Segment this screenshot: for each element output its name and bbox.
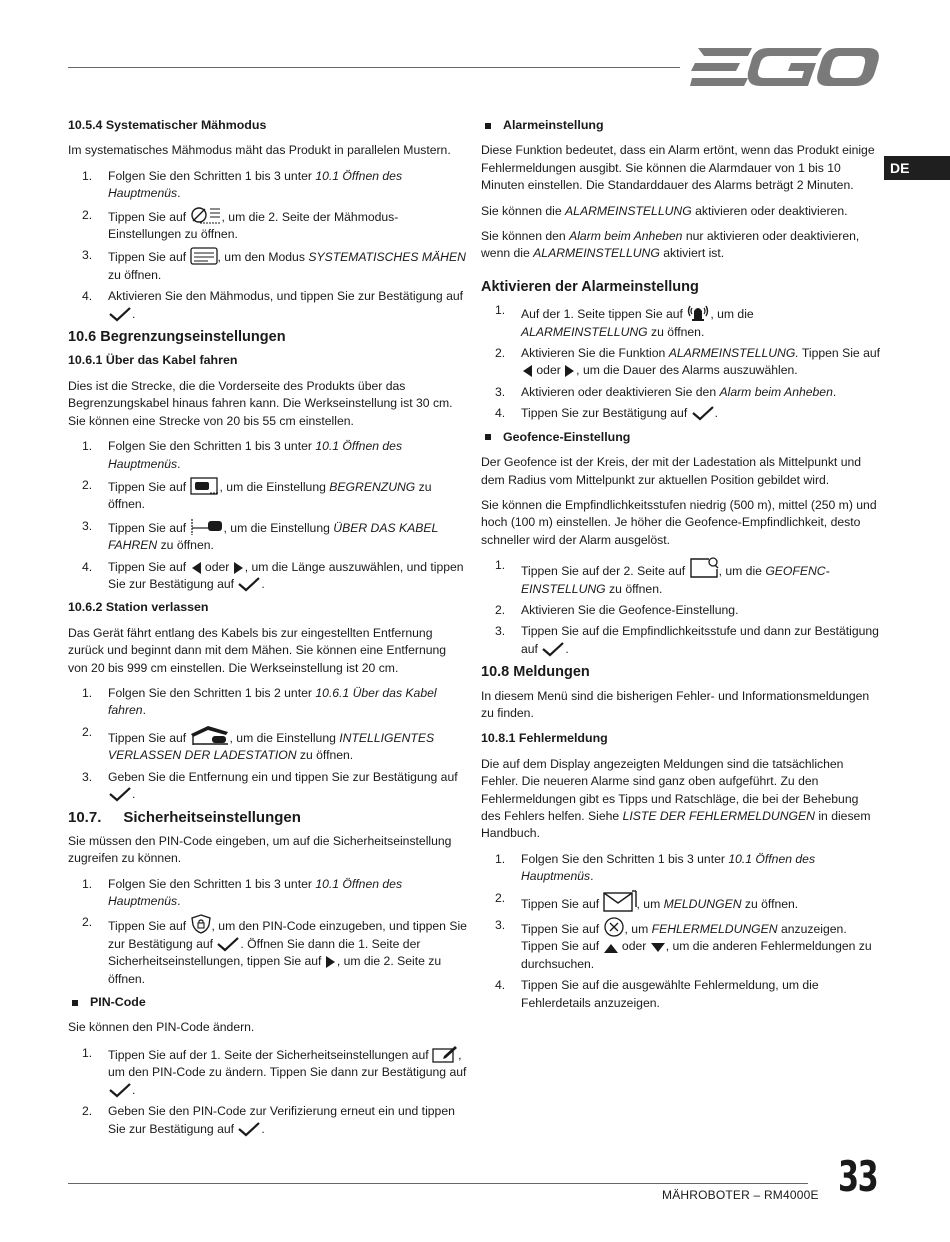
arrow-right-icon — [564, 364, 576, 378]
list-item — [68, 724, 468, 765]
heading-geofence: Geofence-Einstellung — [481, 429, 881, 446]
heading-10-6-1: 10.6.1 Über das Kabel fahren — [68, 353, 238, 368]
step-number: 1. — [495, 303, 506, 318]
paragraph: Sie können die Empfindlichkeitsstufen niedrig (500 m), mittel (250 m) und hoch (100 m) einstellen. Je höher die Geofence-Empfindlichkeit, desto schneller wird der Alarm ausgelöst. — [481, 497, 877, 547]
list-item — [481, 623, 881, 658]
heading-pin-code: PIN-Code — [68, 994, 468, 1011]
list-item — [481, 557, 881, 598]
step-text: Auf der 1. Seite tippen Sie auf , um die ALARMEINSTELLUNG zu öffnen. — [521, 302, 881, 341]
right-column — [481, 117, 881, 1018]
step-text: Tippen Sie auf die Empfindlichkeitsstufe und dann zur Bestätigung auf . — [521, 624, 879, 656]
paragraph: Dies ist die Strecke, die die Vorderseite des Produkts über das Begrenzungskabel hinaus fahren kann. Die Werkseinstellung ist 30 cm. Sie können eine Strecke von 20 bis 55 cm einstellen. — [68, 378, 453, 428]
step-text: Tippen Sie auf , um die 2. Seite der Mähmodus-Einstellungen zu öffnen. — [108, 207, 468, 244]
list-item — [68, 518, 468, 555]
step-number: 3. — [495, 624, 506, 639]
list-item — [68, 168, 468, 203]
heading-10-6-2: 10.6.2 Station verlassen — [68, 600, 209, 615]
step-number: 3. — [495, 384, 506, 399]
list-item — [68, 438, 468, 473]
step-number: 3. — [495, 918, 506, 933]
step-number: 2. — [82, 477, 93, 492]
footer-title: MÄHROBOTER – RM4000E — [662, 1188, 819, 1202]
step-text: Tippen Sie auf , um die Einstellung INTELLIGENTES VERLASSEN DER LADESTATION zu öffnen. — [108, 724, 468, 765]
checkmark-icon — [108, 306, 132, 322]
step-text: Geben Sie den PIN-Code zur Verifizierung erneut ein und tippen Sie zur Bestätigung auf . — [108, 1104, 455, 1136]
heading-10-7: 10.7. Sicherheitseinstellungen — [68, 809, 301, 827]
step-text: Aktivieren Sie die Geofence-Einstellung. — [521, 602, 739, 617]
step-text: Aktivieren oder deaktivieren Sie den Alarm beim Anheben. — [521, 384, 837, 399]
leave-station-icon — [190, 724, 230, 746]
step-list — [481, 851, 881, 1012]
paragraph: In diesem Menü sind die bisherigen Fehler- und Informationsmeldungen zu finden. — [481, 688, 870, 720]
step-number: 3. — [82, 248, 93, 263]
list-item — [481, 917, 881, 973]
list-item — [481, 384, 881, 401]
paragraph: Das Gerät fährt entlang des Kabels bis zur eingestellten Entfernung zurück und beginnt dann mit dem Mähen. Sie können eine Entfernung von 20 bis 999 cm einstellen. Die Werkseinstellung ist 20 cm. — [68, 625, 447, 675]
messages-icon — [603, 890, 637, 912]
list-item — [481, 977, 881, 1012]
language-tab: DE — [884, 156, 950, 180]
step-number: 2. — [495, 346, 506, 361]
checkmark-icon — [108, 1082, 132, 1098]
step-text: Folgen Sie den Schritten 1 bis 3 unter 10.1 Öffnen des Hauptmenüs. — [108, 168, 403, 201]
step-text: Tippen Sie auf , um den PIN-Code einzugeben, und tippen Sie zur Bestätigung auf . Öffnen Sie dann die 1. Seite der Sicherheitseinstellungen, tippen Sie auf , um die 2. Seite zu öffnen. — [108, 914, 468, 988]
step-number: 1. — [495, 558, 506, 573]
step-text: Folgen Sie den Schritten 1 bis 2 unter 10.6.1 Über das Kabel fahren. — [108, 685, 437, 718]
list-item — [68, 247, 468, 284]
step-text: Folgen Sie den Schritten 1 bis 3 unter 10.1 Öffnen des Hauptmenüs. — [108, 439, 403, 471]
step-text: Tippen Sie auf , um die Einstellung BEGRENZUNG zu öffnen. — [108, 477, 468, 514]
arrow-up-icon — [603, 942, 619, 954]
step-text: Tippen Sie auf , um MELDUNGEN zu öffnen. — [521, 890, 881, 913]
arrow-left-icon — [521, 364, 533, 378]
step-text: Folgen Sie den Schritten 1 bis 3 unter 10.1 Öffnen des Hauptmenüs. — [108, 876, 403, 909]
list-item — [481, 345, 881, 380]
heading-10-5-4: 10.5.4 Systematischer Mähmodus — [68, 118, 267, 132]
list-item — [68, 876, 468, 911]
step-number: 1. — [495, 851, 506, 866]
paragraph: Der Geofence ist der Kreis, der mit der Ladestation als Mittelpunkt und dem Radius vom Mittelpunkt zur aktuellen Position gebildet wird. — [481, 455, 862, 487]
step-number: 1. — [82, 168, 93, 183]
checkmark-icon — [691, 405, 715, 421]
checkmark-icon — [108, 786, 132, 802]
header-rule — [68, 67, 680, 68]
step-number: 2. — [82, 1104, 93, 1119]
list-item — [481, 851, 881, 886]
heading-10-8-1: 10.8.1 Fehlermeldung — [481, 731, 608, 746]
step-list — [481, 557, 881, 658]
heading-alarm-setting: Alarmeinstellung — [481, 117, 881, 134]
heading-10-8: 10.8 Meldungen — [481, 664, 590, 681]
step-text: Folgen Sie den Schritten 1 bis 3 unter 10.1 Öffnen des Hauptmenüs. — [521, 851, 816, 884]
step-text: Tippen Sie auf die ausgewählte Fehlermeldung, um die Fehlerdetails anzuzeigen. — [521, 978, 819, 1010]
arrow-right-icon — [325, 955, 337, 969]
step-text: Aktivieren Sie den Mähmodus, und tippen Sie zur Bestätigung auf . — [108, 289, 464, 321]
list-item — [68, 288, 468, 323]
step-text: Tippen Sie auf der 1. Seite der Sicherheitseinstellungen auf , um den PIN-Code zu ändern. Tippen Sie dann zur Bestätigung auf . — [108, 1045, 468, 1099]
step-number: 2. — [82, 915, 93, 930]
step-number: 3. — [82, 769, 93, 784]
step-number: 4. — [495, 978, 506, 993]
step-list — [68, 438, 468, 593]
step-list — [68, 685, 468, 803]
systematic-mowing-icon — [190, 247, 218, 265]
list-item — [68, 477, 468, 514]
step-text: Tippen Sie auf , um FEHLERMELDUNGEN anzuzeigen. Tippen Sie auf oder , um die anderen Fehlermeldungen zu durchsuchen. — [521, 917, 881, 973]
list-item — [68, 559, 468, 594]
paragraph: Diese Funktion bedeutet, dass ein Alarm ertönt, wenn das Produkt einige Fehlermeldungen ausgibt. Sie können die Alarmdauer von 1 bis 10 Minuten einstellen. Die Standarddauer des Alarms beträgt 2 Minuten. — [481, 143, 875, 193]
over-wire-icon — [190, 518, 224, 536]
paragraph: Sie können die ALARMEINSTELLUNG aktivieren oder deaktivieren. — [481, 203, 848, 218]
checkmark-icon — [237, 576, 261, 592]
alarm-icon — [686, 302, 710, 322]
checkmark-icon — [216, 936, 240, 952]
step-number: 1. — [82, 685, 93, 700]
paragraph: Im systematisches Mähmodus mäht das Produkt in parallelen Mustern. — [68, 143, 451, 158]
step-number: 4. — [82, 289, 93, 304]
step-text: Tippen Sie zur Bestätigung auf . — [521, 406, 718, 421]
step-list — [481, 302, 881, 422]
mowing-mode-settings-icon — [190, 207, 222, 225]
arrow-left-icon — [190, 561, 202, 575]
list-item — [68, 769, 468, 804]
bullet-square-icon — [72, 1000, 78, 1006]
edit-icon — [432, 1045, 458, 1063]
step-number: 2. — [495, 890, 506, 905]
boundary-icon — [190, 477, 220, 495]
step-number: 1. — [82, 439, 93, 454]
step-number: 2. — [82, 724, 93, 739]
step-number: 2. — [495, 602, 506, 617]
step-text: Geben Sie die Entfernung ein und tippen Sie zur Bestätigung auf . — [108, 769, 458, 801]
step-number: 3. — [82, 518, 93, 533]
checkmark-icon — [237, 1121, 261, 1137]
paragraph: Sie müssen den PIN-Code eingeben, um auf die Sicherheitseinstellung zugreifen zu können. — [68, 833, 452, 866]
step-text: Tippen Sie auf , um die Einstellung ÜBER DAS KABEL FAHREN zu öffnen. — [108, 518, 468, 555]
list-item — [481, 302, 881, 341]
step-text: Tippen Sie auf , um den Modus SYSTEMATISCHES MÄHEN zu öffnen. — [108, 247, 468, 284]
step-number: 1. — [82, 876, 93, 891]
step-list — [68, 876, 468, 988]
list-item — [68, 685, 468, 720]
step-text: Aktivieren Sie die Funktion ALARMEINSTELLUNG. Tippen Sie auf oder , um die Dauer des Alarms auszuwählen. — [521, 346, 881, 378]
page-number: 33 — [838, 1152, 878, 1201]
heading-activate-alarm: Aktivieren der Alarmeinstellung — [481, 278, 699, 295]
list-item — [481, 890, 881, 913]
bullet-square-icon — [485, 123, 491, 129]
step-number: 4. — [495, 406, 506, 421]
heading-10-6: 10.6 Begrenzungseinstellungen — [68, 329, 286, 346]
list-item — [481, 405, 881, 422]
step-number: 2. — [82, 207, 93, 222]
left-column — [68, 117, 468, 1144]
list-item — [68, 1103, 468, 1138]
shield-lock-icon — [190, 914, 212, 934]
arrow-down-icon — [650, 942, 666, 954]
arrow-right-icon — [233, 561, 245, 575]
list-item — [68, 207, 468, 244]
paragraph: Sie können den PIN-Code ändern. — [68, 1020, 255, 1035]
error-circle-icon — [603, 917, 625, 937]
list-item — [68, 1045, 468, 1099]
paragraph: Die auf dem Display angezeigten Meldungen sind die tatsächlichen Fehler. Die neueren Alarme sind ganz oben aufgeführt. Zu den Fehlermeldungen gibt es Tipps und Ratschläge, die bei der Behebung des Fehlers helfen. Siehe LISTE DER FEHLERMELDUNGEN in diesem Handbuch. — [481, 756, 871, 841]
footer-rule — [68, 1183, 808, 1184]
bullet-square-icon — [485, 434, 491, 440]
ego-logo — [690, 44, 880, 90]
paragraph: Sie können den Alarm beim Anheben nur aktivieren oder deaktivieren, wenn die ALARMEINSTELLUNG aktiviert ist. — [481, 229, 860, 261]
step-text: Tippen Sie auf oder , um die Länge auszuwählen, und tippen Sie zur Bestätigung auf . — [108, 559, 464, 591]
step-list — [68, 1045, 468, 1138]
step-list — [68, 168, 468, 323]
list-item — [481, 602, 881, 619]
list-item — [68, 914, 468, 988]
checkmark-icon — [541, 641, 565, 657]
step-text: Tippen Sie auf der 2. Seite auf , um die GEOFENC-EINSTELLUNG zu öffnen. — [521, 557, 881, 598]
geofence-icon — [689, 557, 719, 579]
step-number: 1. — [82, 1045, 93, 1060]
step-number: 4. — [82, 559, 93, 574]
